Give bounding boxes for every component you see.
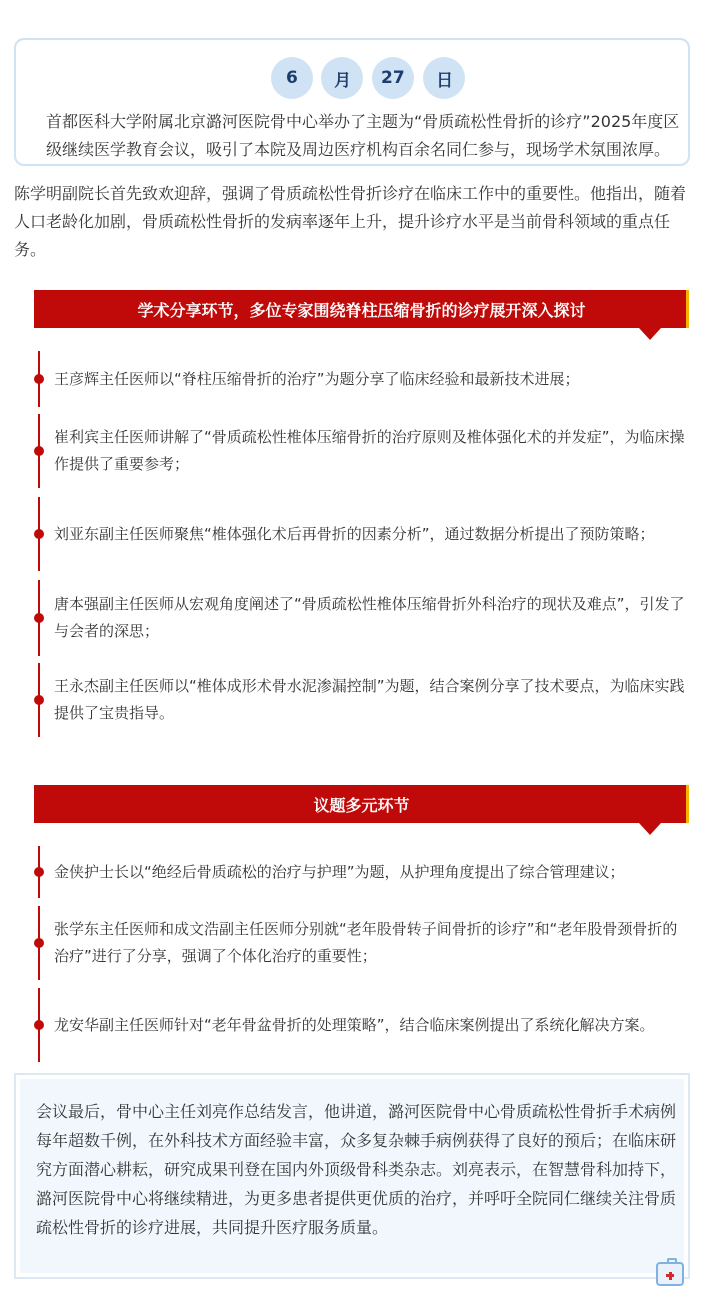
bullet-dot	[34, 938, 44, 948]
date-month-unit-tag: 月	[317, 53, 367, 103]
bullet-dot	[34, 374, 44, 384]
bullet-dot	[34, 1020, 44, 1030]
bullet-dot	[34, 613, 44, 623]
section-banner-academic	[34, 290, 689, 328]
cross-bar	[669, 1272, 672, 1280]
date-day-unit-tag: 日	[419, 53, 469, 103]
bullet-dot	[34, 529, 44, 539]
closing-card-inner	[20, 1079, 684, 1273]
list-item: 崔利宾主任医师讲解了“骨质疏松性椎体压缩骨折的治疗原则及椎体强化术的并发症”，为临床操作提供了重要参考；	[38, 414, 688, 488]
section-title: 学术分享环节，多位专家围绕脊柱压缩骨折的诊疗展开深入探讨	[137, 300, 586, 320]
welcome-paragraph: 陈学明副院长首先致欢迎辞，强调了骨质疏松性骨折诊疗在临床工作中的重要性。他指出，随着人口老龄化加剧，骨质疏松性骨折的发病率逐年上升，提升诊疗水平是当前骨科领域的重点任务。	[14, 184, 687, 259]
list-item: 金侠护士长以“绝经后骨质疏松的治疗与护理”为题，从护理角度提出了综合管理建议；	[38, 846, 688, 898]
list-item: 王永杰副主任医师以“椎体成形术骨水泥渗漏控制”为题，结合案例分享了技术要点，为临床实践提供了宝贵指导。	[38, 663, 688, 737]
closing-text: 会议最后，骨中心主任刘亮作总结发言，他讲道，潞河医院骨中心骨质疏松性骨折手术病例每年超数千例，在外科技术方面经验丰富，众多复杂棘手病例获得了良好的预后；在临床研究方面潜心耕耘，研究成果刊登在国内外顶级骨科类杂志。刘亮表示，在智慧骨科加持下，潞河医院骨中心将继续精进，为更多患者提供更优质的治疗，并呼吁全院同仁继续关注骨质疏松性骨折的诊疗进展，共同提升医疗服务质量。	[36, 1102, 677, 1237]
intro-card	[14, 38, 690, 166]
intro-text: 首都医科大学附属北京潞河医院骨中心举办了主题为“骨质疏松性骨折的诊疗”2025年度区级继续医学教育会议，吸引了本院及周边医疗机构百余名同仁参与，现场学术氛围浓厚。	[46, 112, 680, 159]
list-item: 王彦辉主任医师以“脊柱压缩骨折的治疗”为题分享了临床经验和最新技术进展；	[38, 351, 688, 407]
banner-notch	[639, 328, 661, 340]
first-aid-kit-icon	[656, 1262, 684, 1286]
closing-card	[14, 1073, 690, 1279]
bullet-dot	[34, 867, 44, 877]
list-item: 唐本强副主任医师从宏观角度阐述了“骨质疏松性椎体压缩骨折外科治疗的现状及难点”，引发了与会者的深思；	[38, 580, 688, 656]
date-day-tag: 27	[368, 53, 418, 103]
section-title: 议题多元环节	[313, 795, 410, 815]
date-month-tag: 6	[267, 53, 317, 103]
section-banner-topics	[34, 785, 689, 823]
banner-notch	[639, 823, 661, 835]
list-item: 龙安华副主任医师针对“老年骨盆骨折的处理策略”，结合临床案例提出了系统化解决方案。	[38, 988, 688, 1062]
list-item: 张学东主任医师和成文浩副主任医师分别就“老年股骨转子间骨折的诊疗”和“老年股骨颈骨折的治疗”进行了分享，强调了个体化治疗的重要性；	[38, 906, 688, 980]
bullet-dot	[34, 446, 44, 456]
list-item: 刘亚东副主任医师聚焦“椎体强化术后再骨折的因素分析”，通过数据分析提出了预防策略；	[38, 497, 688, 571]
bullet-dot	[34, 695, 44, 705]
